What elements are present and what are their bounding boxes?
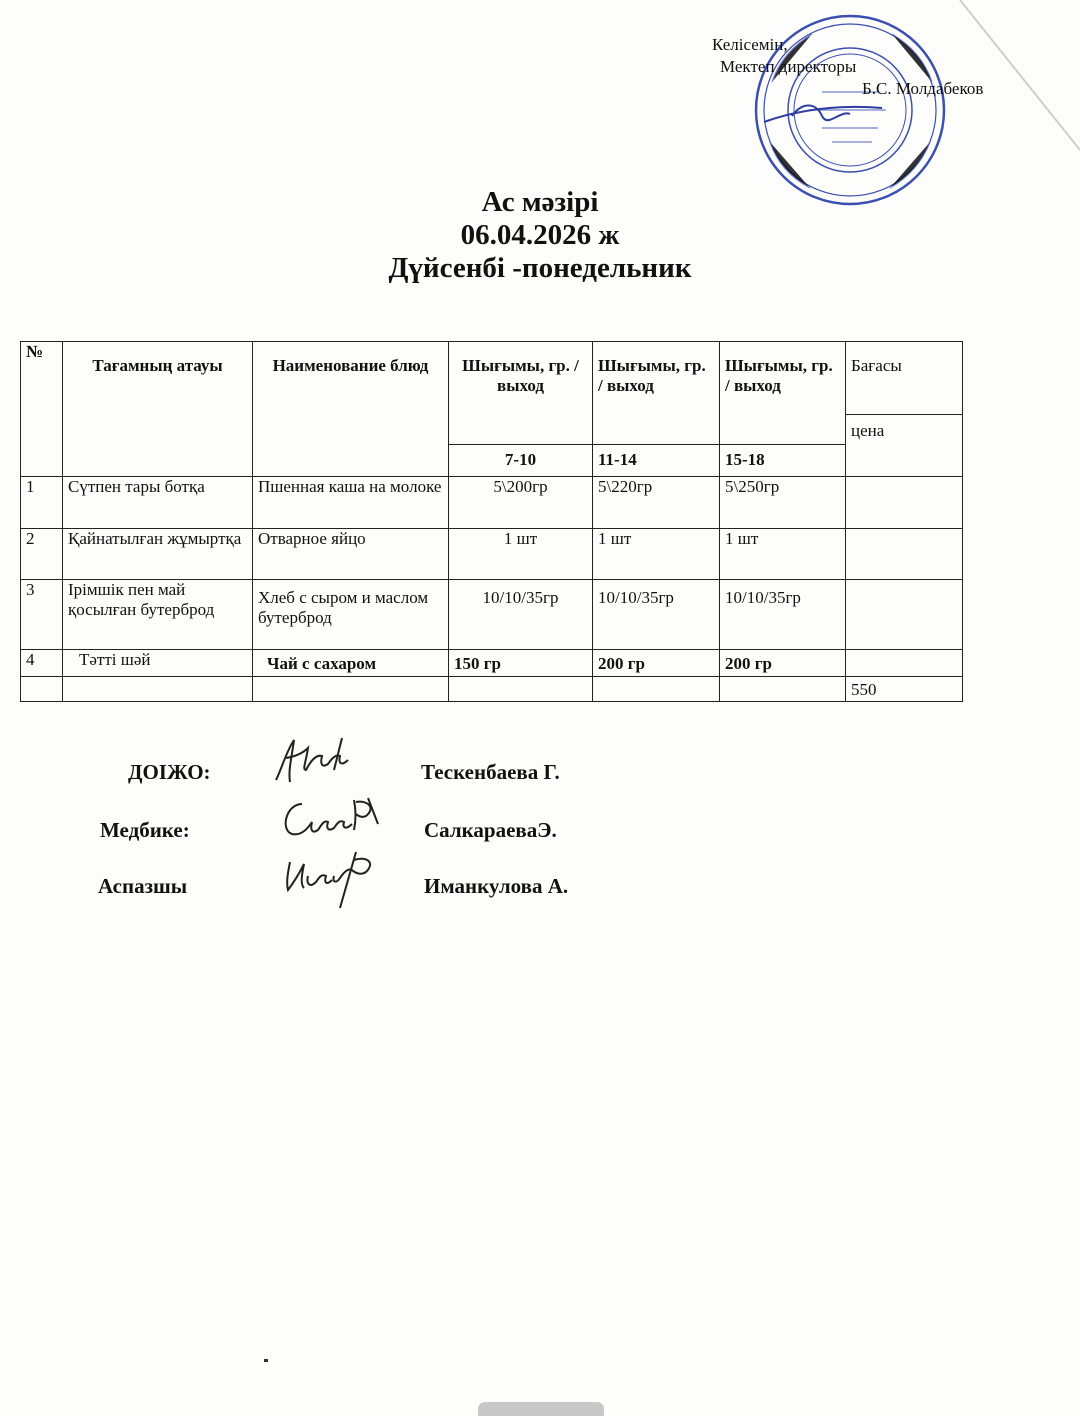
row-name-ru: Отварное яйцо: [253, 529, 449, 580]
title-weekday: Дүйсенбі -понедельник: [388, 252, 692, 284]
row-output-2: 200 гр: [593, 650, 720, 677]
speck: [264, 1359, 268, 1362]
approval-line-3: Б.С. Молдабеков: [862, 79, 984, 98]
total-empty: [593, 677, 720, 702]
header-age-1: 7-10: [449, 445, 593, 477]
row-price: [846, 529, 963, 580]
signature-3: [270, 842, 390, 912]
row-output-1: 1 шт: [449, 529, 593, 580]
row-output-3: 5\250гр: [720, 477, 846, 529]
header-output-2: Шығымы, гр. / выход: [593, 342, 720, 445]
total-empty: [720, 677, 846, 702]
header-name-ru: Наименование блюд: [253, 342, 449, 477]
row-num: 1: [21, 477, 63, 529]
row-output-3: 1 шт: [720, 529, 846, 580]
row-output-2: 10/10/35гр: [593, 580, 720, 650]
header-output-3: Шығымы, гр. / выход: [720, 342, 846, 445]
row-name-kz: Тәтті шәй: [63, 650, 253, 677]
title-date: 06.04.2026 ж: [460, 219, 620, 251]
sig-role-1: ДОІЖО:: [128, 760, 211, 784]
table-header-row: [21, 342, 963, 415]
sig-role-2: Медбике:: [100, 818, 190, 842]
row-price: [846, 580, 963, 650]
row-name-kz: Сүтпен тары ботқа: [63, 477, 253, 529]
total-empty: [63, 677, 253, 702]
row-output-3: 10/10/35гр: [720, 580, 846, 650]
sig-name-1: Тескенбаева Г.: [421, 760, 560, 784]
row-num: 3: [21, 580, 63, 650]
total-empty: [21, 677, 63, 702]
table-row: [21, 650, 963, 677]
title-line-1: Ас мәзірі: [481, 186, 599, 218]
scroll-handle[interactable]: [478, 1402, 604, 1416]
header-age-3: 15-18: [720, 445, 846, 477]
total-price: 550: [846, 677, 963, 702]
row-price: [846, 650, 963, 677]
table-row: [21, 477, 963, 529]
header-price-kz: Бағасы: [846, 342, 963, 415]
page-title: [0, 186, 1080, 285]
approval-line-2: Мектеп директоры: [720, 57, 857, 76]
row-output-1: 150 гр: [449, 650, 593, 677]
sig-name-2: СалкараеваЭ.: [424, 818, 557, 842]
sig-name-3: Иманкулова А.: [424, 874, 569, 898]
row-name-kz: Ірімшік пен май қосылған бутерброд: [63, 580, 253, 650]
header-num: №: [21, 342, 63, 477]
header-output-1: Шығымы, гр. / выход: [449, 342, 593, 445]
row-price: [846, 477, 963, 529]
row-output-3: 200 гр: [720, 650, 846, 677]
row-output-1: 5\200гр: [449, 477, 593, 529]
header-price-ru: цена: [846, 415, 963, 477]
table-row: [21, 529, 963, 580]
row-name-ru: Чай с сахаром: [253, 650, 449, 677]
header-name-kz: Тағамның атауы: [63, 342, 253, 477]
total-empty: [449, 677, 593, 702]
total-empty: [253, 677, 449, 702]
table-row: [21, 580, 963, 650]
row-name-ru: Хлеб с сыром и маслом бутерброд: [253, 580, 449, 650]
sig-role-3: Аспазшы: [98, 874, 188, 898]
signature-1: [268, 728, 368, 788]
header-age-2: 11-14: [593, 445, 720, 477]
table-total-row: [21, 677, 963, 702]
row-num: 2: [21, 529, 63, 580]
row-output-1: 10/10/35гр: [449, 580, 593, 650]
row-name-kz: Қайнатылған жұмыртқа: [63, 529, 253, 580]
approval-line-1: Келісемін,: [712, 35, 788, 54]
row-name-ru: Пшенная каша на молоке: [253, 477, 449, 529]
row-num: 4: [21, 650, 63, 677]
row-output-2: 1 шт: [593, 529, 720, 580]
menu-table: [20, 341, 963, 702]
approval-block: [712, 34, 983, 100]
row-output-2: 5\220гр: [593, 477, 720, 529]
signature-2: [272, 790, 392, 850]
